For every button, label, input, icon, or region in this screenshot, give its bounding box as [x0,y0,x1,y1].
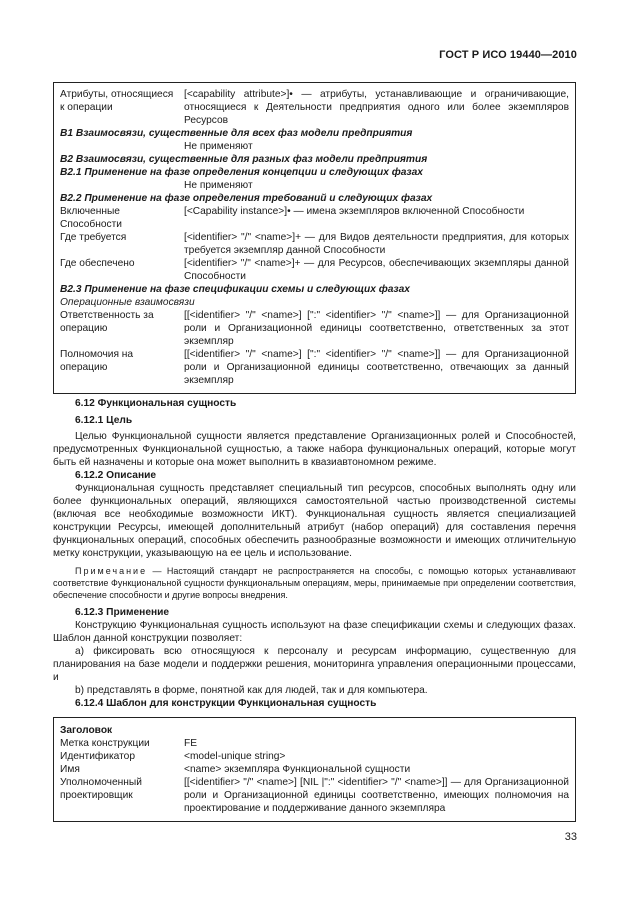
row-value: <name> экземпляра Функциональной сущности [184,764,411,775]
table-row [60,776,569,815]
main-text [53,397,576,710]
table-row [60,750,569,763]
section-title-6-12-2: 6.12.2 Описание [75,470,157,481]
table-row [60,737,569,750]
list-item: а) фиксировать всю относящуюся к персоналу и ресурсам информацию, существенную для планирования на базе модели и поддержки решения, мониторинга управления операционными процессами, и [53,646,576,683]
row-value: FE [184,738,198,749]
table-row [60,309,569,348]
table-row [60,348,569,387]
section-title-6-12-4: 6.12.4 Шаблон для конструкции Функциональная сущность [75,698,377,709]
row-value: [[<identifier> "/" <name>] [":" <identifier> "/" <name>]] — для Организационной роли и Организационной единицы соответственно, ответственных за этот экземпляр [184,310,569,347]
row-label: Имя [60,764,80,775]
row-value: [[<identifier> "/" <name>] [":" <identifier> "/" <name>]] — для Организационной роли и Организационной единицы соответственно, отвечающих за данный экземпляр [184,349,569,386]
row-value: [<Capability instance>]• — имена экземпляров включенной Способности [184,206,525,217]
table-row [60,763,569,776]
list-item: b) представлять в форме, понятной как для людей, так и для компьютера. [75,685,428,696]
row-value: Не применяют [184,141,253,152]
row-label: Ответственность за операцию [60,310,154,334]
table-row [60,231,569,257]
section-title-6-12-1: 6.12.1 Цель [75,415,133,426]
document-code: ГОСТ Р ИСО 19440—2010 [439,49,577,61]
row-label: Идентификатор [60,751,135,762]
table-row [60,257,569,283]
row-value: [[<identifier> "/" <name>] [NIL |":" <identifier> "/" <name>]] — для Организационной роли и Организационной единицы соответственно, имеющих полномочия на проектирование и поддерживание данного экземпляра [184,777,569,814]
row-value: <model-unique string> [184,751,286,762]
section-heading-b22: B2.2 Применение на фазе определения требований и следующих фазах [60,193,433,204]
row-value: [<identifier> "/" <name>]+ — для Ресурсов, обеспечивающих экземпляры данной Способности [184,258,569,282]
section-heading-b23: B2.3 Применение на фазе спецификации схемы и следующих фазах [60,284,410,295]
section-title-6-12-3: 6.12.3 Применение [75,607,170,618]
row-label: Полномочия на операцию [60,349,134,373]
row-label: Метка конструкции [60,738,150,749]
paragraph: Функциональная сущность представляет специальный тип ресурсов, способных выполнять одну или более функциональных операций, являющихся самостоятельной частью производственной системы (включая все необходимые возможности ИКТ). Функциональная сущность является специализацией конструкции Ресурсы, имеющей дополнительный атрибут (набор операций) для составления перечня функциональных операций, способных обеспечить разнообразные возможности и имеющих отличительную метку конструкции, указывающую на ее цель и использование. [53,483,576,559]
row-label: Атрибуты, относящиеся к операции [60,89,174,113]
note [53,565,576,601]
row-label: Где требуется [60,232,127,243]
page-number: 33 [564,831,577,843]
row-value: [<identifier> "/" <name>]+ — для Видов деятельности предприятия, для которых требуется экземпляр данной Способности [184,232,569,256]
subheading-operational-relations: Операционные взаимосвязи [60,297,195,308]
row-value: [<capability attribute>]• — атрибуты, устанавливающие и ограничивающие, относящиеся к Деятельности предприятия одного или более экземпляров Ресурсов [184,89,569,126]
section-heading-b2: B2 Взаимосвязи, существенные для разных фаз модели предприятия [60,154,428,165]
section-heading-b21: B2.1 Применение на фазе определения концепции и следующих фазах [60,167,423,178]
template-table-capability [53,82,576,394]
section-heading-b1: B1 Взаимосвязи, существенные для всех фаз модели предприятия [60,128,413,139]
note-text: — Настоящий стандарт не распространяется на способы, с помощью которых устанавливают соответствие Функциональной сущности функциональным операциям, меры, принимаемые при определении соответствия, обеспечение способности и другие вопросы внедрения. [53,566,576,600]
row-label: Включенные Способности [60,206,122,230]
table-row [60,205,569,231]
row-label: Уполномоченный проектировщик [60,777,142,801]
row-label: Где обеспечено [60,258,135,269]
table-row [60,88,569,127]
note-label: Примечание [75,566,148,576]
template-table-functional-entity [53,717,576,822]
section-title-6-12: 6.12 Функциональная сущность [75,398,237,409]
paragraph: Целью Функциональной сущности является представление Организационных ролей и Способностей, предусмотренных Функциональной сущностью, а также набора функциональных операций, которые могут быть ей назначены и которые она может выполнить в квазиавтономном режиме. [53,431,576,468]
paragraph: Конструкцию Функциональная сущность используют на фазе спецификации схемы и следующих фазах. Шаблон данной конструкции позволяет: [53,620,576,644]
table-heading: Заголовок [60,725,113,736]
row-value: Не применяют [184,180,253,191]
